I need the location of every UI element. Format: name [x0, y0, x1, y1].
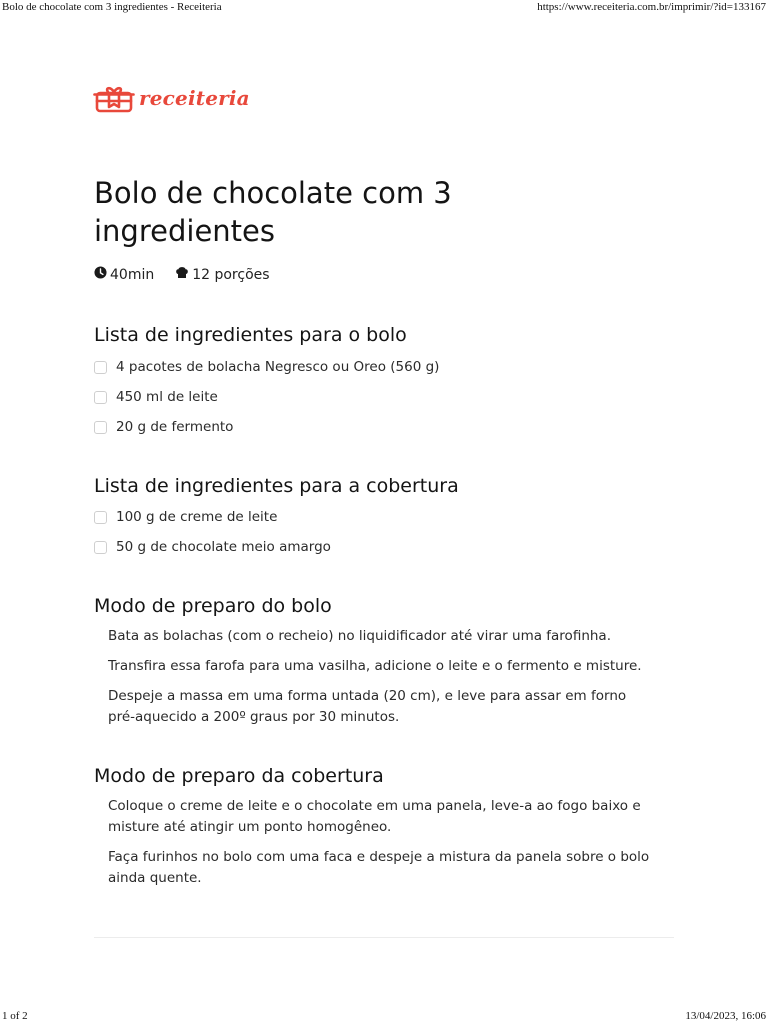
brand-logo[interactable] — [93, 82, 250, 114]
prep-time — [94, 266, 154, 283]
ingredient-checkbox[interactable] — [94, 541, 107, 554]
ingredient-checkbox[interactable] — [94, 391, 107, 404]
preparation-step: Transfira essa farofa para uma vasilha, adicione o leite e o fermento e misture. — [108, 658, 642, 674]
print-header-url: https://www.receiteria.com.br/imprimir/?id=133167 — [537, 1, 766, 13]
print-datetime: 13/04/2023, 16:06 — [685, 1010, 766, 1022]
ingredients-cobertura-list — [94, 502, 331, 562]
preparo-bolo-title: Modo de preparo do bolo — [94, 595, 332, 617]
preparation-step: Despeje a massa em uma forma untada (20 cm), e leve para assar em forno pré-aquecido a 200º graus por 30 minutos. — [108, 688, 627, 725]
cake-box-icon — [93, 82, 135, 114]
servings-value: 12 porções — [192, 266, 270, 283]
preparation-step: Coloque o creme de leite e o chocolate em uma panela, leve-a ao fogo baixo e misture até atingir um ponto homogêneo. — [108, 798, 641, 835]
ingredient-label: 50 g de chocolate meio amargo — [116, 539, 331, 555]
ingredient-label: 450 ml de leite — [116, 389, 218, 405]
ingredient-checkbox[interactable] — [94, 361, 107, 374]
ingredient-checkbox[interactable] — [94, 511, 107, 524]
print-header-title: Bolo de chocolate com 3 ingredientes - Receiteria — [2, 1, 222, 13]
page-number: 1 of 2 — [2, 1010, 28, 1022]
ingredient-item[interactable] — [94, 502, 331, 532]
preparation-step: Bata as bolachas (com o recheio) no liquidificador até virar uma farofinha. — [108, 628, 612, 644]
divider — [94, 937, 674, 938]
prep-time-value: 40min — [110, 266, 155, 283]
print-header — [0, 1, 768, 13]
brand-name: receiteria — [139, 86, 250, 110]
ingredient-label: 20 g de fermento — [116, 419, 234, 435]
ingredient-label: 4 pacotes de bolacha Negresco ou Oreo (560 g) — [116, 359, 440, 375]
recipe-meta — [94, 266, 270, 283]
servings — [175, 266, 269, 283]
chef-hat-icon — [175, 266, 189, 283]
ingredient-item[interactable] — [94, 532, 331, 562]
ingredient-item[interactable] — [94, 382, 439, 412]
ingredients-bolo-title: Lista de ingredientes para o bolo — [94, 324, 407, 346]
ingredients-bolo-list — [94, 352, 439, 442]
clock-icon — [94, 266, 107, 283]
ingredient-item[interactable] — [94, 352, 439, 382]
preparation-step: Faça furinhos no bolo com uma faca e despeje a mistura da panela sobre o bolo ainda quente. — [108, 849, 650, 886]
print-footer — [0, 1010, 768, 1022]
ingredient-label: 100 g de creme de leite — [116, 509, 278, 525]
ingredient-item[interactable] — [94, 412, 439, 442]
preparo-bolo-steps — [108, 626, 653, 737]
ingredient-checkbox[interactable] — [94, 421, 107, 434]
recipe-title: Bolo de chocolate com 3 ingredientes — [94, 176, 452, 248]
ingredients-cobertura-title: Lista de ingredientes para a cobertura — [94, 475, 459, 497]
preparo-cobertura-steps — [108, 796, 653, 898]
preparo-cobertura-title: Modo de preparo da cobertura — [94, 765, 384, 787]
